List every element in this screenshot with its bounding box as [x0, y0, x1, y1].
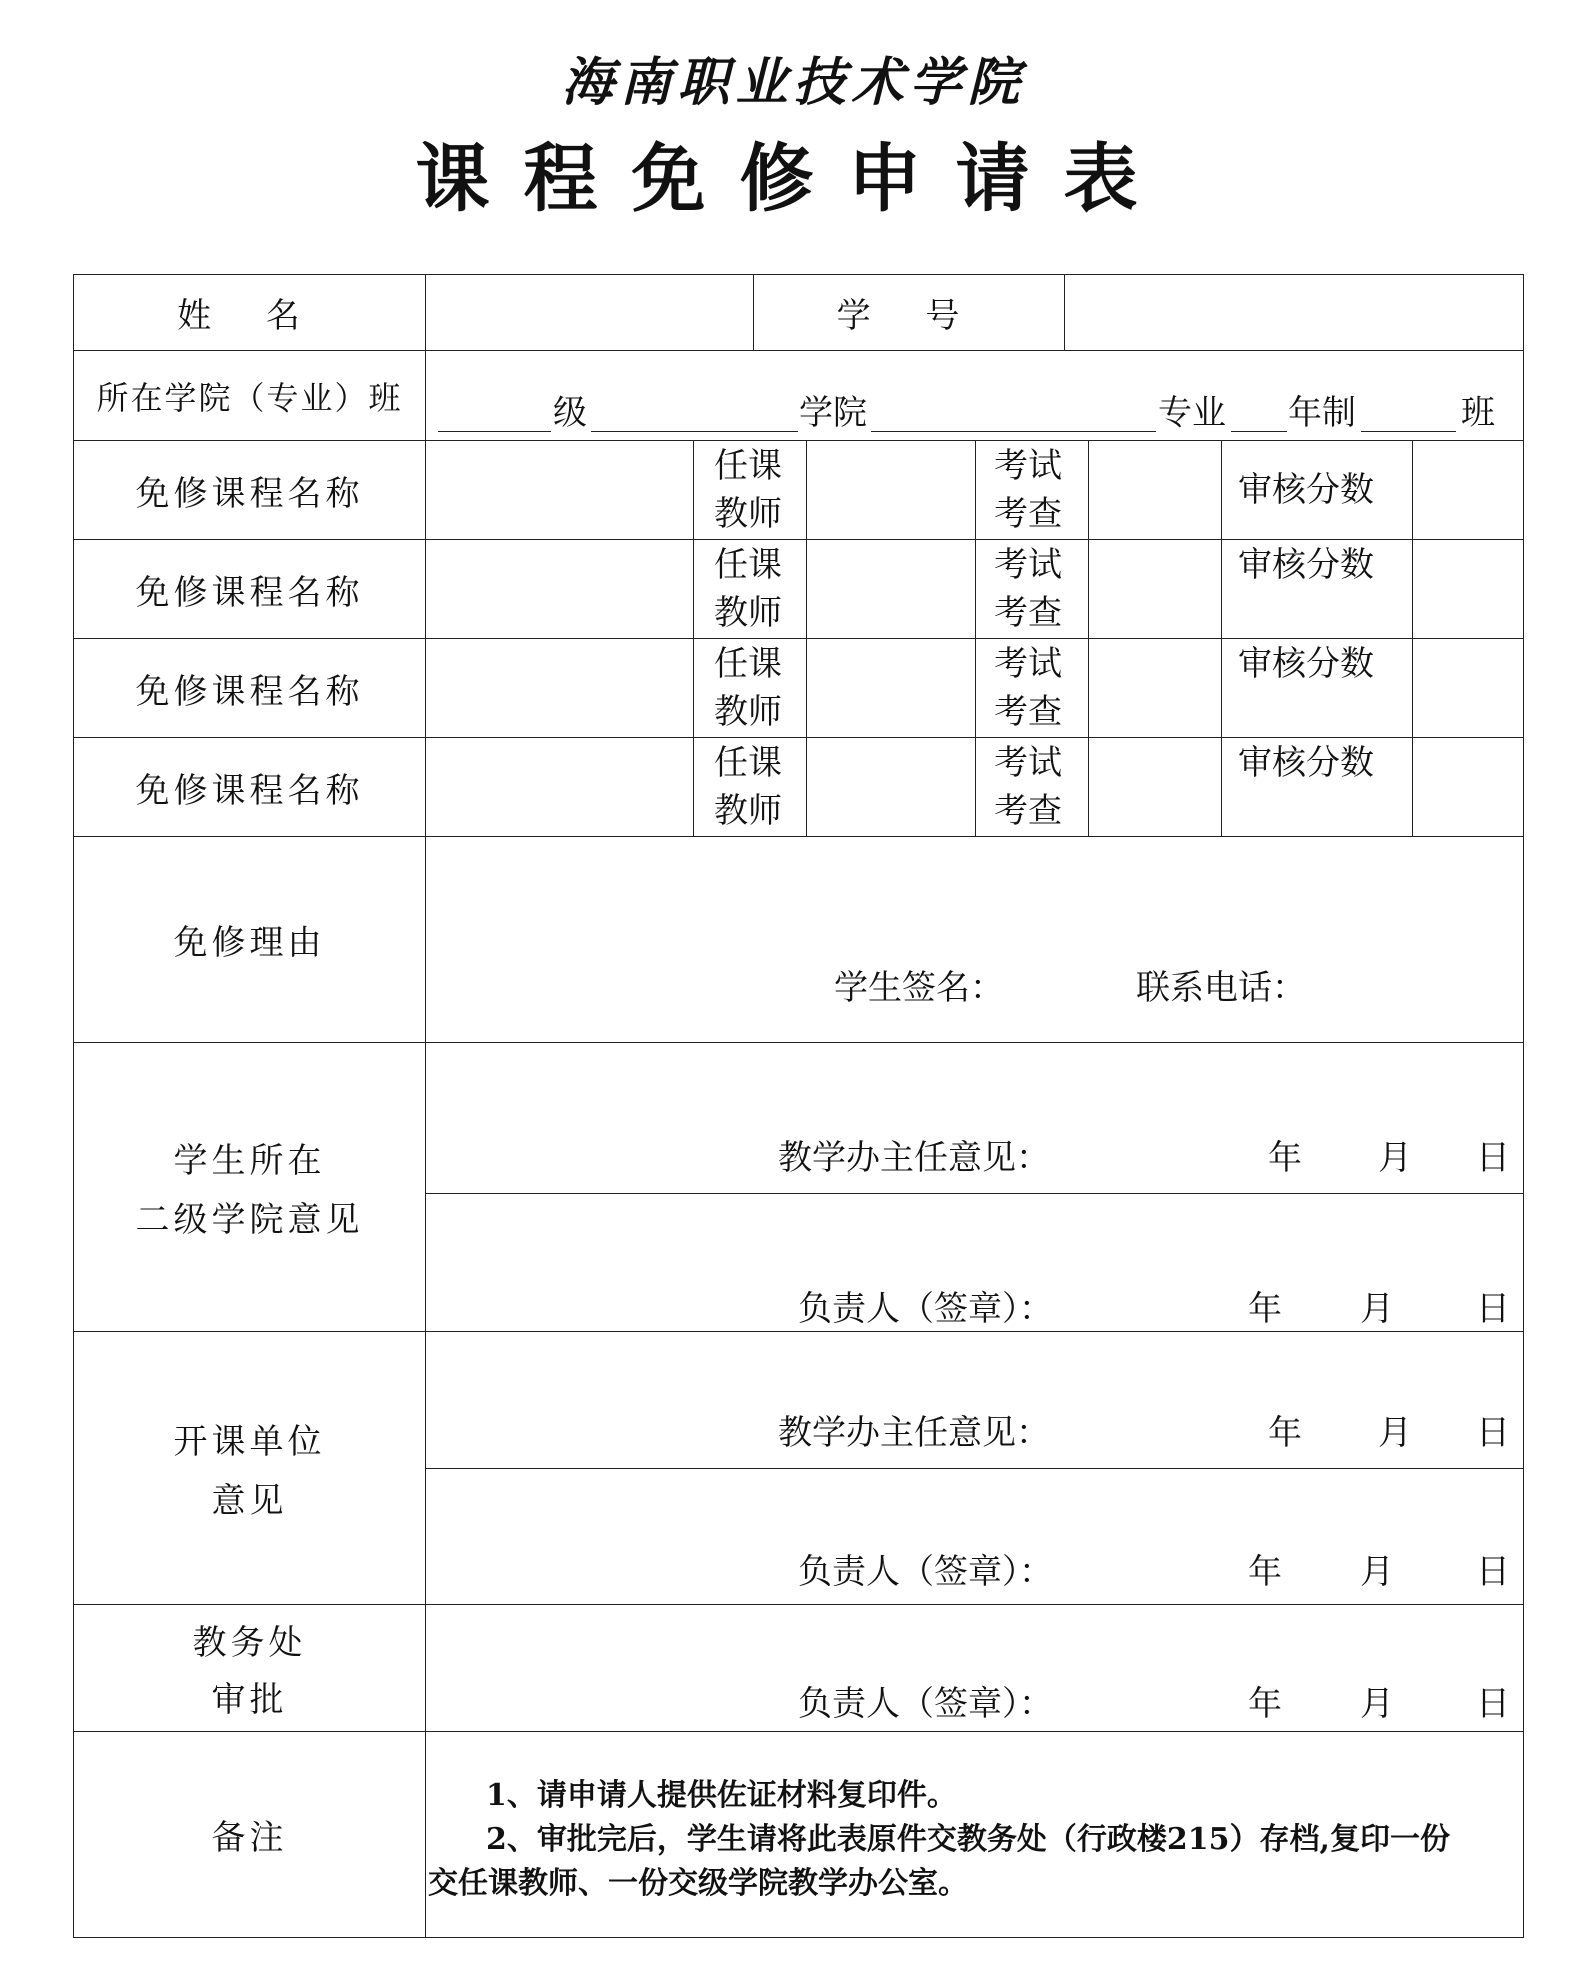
- form-title: 课程免修申请表: [415, 136, 1172, 222]
- unit-opinion-label-line-1: 开课单位: [173, 1422, 326, 1462]
- score-field[interactable]: [1412, 539, 1524, 639]
- years-label: 年制: [1288, 393, 1356, 433]
- reason-field[interactable]: [425, 836, 1524, 1043]
- student-id-label-cell: [753, 274, 1065, 351]
- name-field[interactable]: [425, 274, 754, 351]
- school-name: 海南职业技术学院: [561, 52, 1026, 113]
- college-label-cell: [73, 350, 426, 441]
- grade-blank[interactable]: [438, 431, 551, 432]
- score-label-cell: [1221, 539, 1413, 639]
- date-month: 月: [1360, 1289, 1394, 1329]
- teacher-label-line-2: 教师: [714, 692, 782, 732]
- score-field[interactable]: [1412, 638, 1524, 738]
- date-day: 日: [1476, 1552, 1510, 1592]
- score-label: 审核分数: [1238, 545, 1374, 585]
- teacher-label-line-1: 任课: [714, 743, 782, 783]
- teacher-label-line-1: 任课: [714, 545, 782, 585]
- student-id-label: 学 号: [836, 296, 982, 336]
- course-name-label: 免修课程名称: [135, 671, 364, 712]
- course-name-label-cell: [73, 539, 426, 639]
- date-year: 年: [1268, 1138, 1302, 1178]
- course-name-label-cell: [73, 440, 426, 540]
- unit-opinion-label-line-2: 意见: [211, 1481, 288, 1521]
- score-label-cell: [1221, 737, 1413, 837]
- teacher-field[interactable]: [806, 638, 976, 738]
- score-field[interactable]: [1412, 737, 1524, 837]
- exam-label-line-2: 考查: [994, 593, 1062, 633]
- course-name-field[interactable]: [425, 539, 694, 639]
- academic-affairs-field[interactable]: [425, 1604, 1524, 1732]
- years-blank[interactable]: [1231, 431, 1287, 432]
- director-opinion-label: 教学办主任意见：: [778, 1413, 1050, 1453]
- teacher-label-cell: [693, 737, 807, 837]
- remark-line-2: 2、审批完后，学生请将此表原件交教务处（行政楼215）存档,复印一份: [486, 1822, 1450, 1857]
- exam-type-label-cell: [975, 638, 1089, 738]
- teacher-label-cell: [693, 539, 807, 639]
- score-label: 审核分数: [1238, 644, 1374, 684]
- exam-label-line-1: 考试: [994, 545, 1062, 585]
- college-field[interactable]: [425, 350, 1524, 441]
- teacher-label-cell: [693, 440, 807, 540]
- teacher-label-line-2: 教师: [714, 593, 782, 633]
- exam-type-field[interactable]: [1088, 440, 1222, 540]
- college-unit-label: 学院: [799, 393, 867, 433]
- unit-director-opinion-field[interactable]: [425, 1331, 1524, 1469]
- phone-label: 联系电话：: [1136, 968, 1306, 1008]
- date-day: 日: [1476, 1138, 1510, 1178]
- college-opinion-label-line-2: 二级学院意见: [135, 1200, 364, 1240]
- date-day: 日: [1476, 1684, 1510, 1724]
- college-director-opinion-field[interactable]: [425, 1042, 1524, 1194]
- exam-label-line-2: 考查: [994, 692, 1062, 732]
- teacher-label-line-1: 任课: [714, 644, 782, 684]
- teacher-field[interactable]: [806, 737, 976, 837]
- college-label: 所在学院（专业）班: [96, 378, 403, 417]
- exam-label-line-2: 考查: [994, 791, 1062, 831]
- responsible-signature-label: 负责人（签章）：: [798, 1289, 1053, 1329]
- name-label-cell: [73, 274, 426, 351]
- director-opinion-label: 教学办主任意见：: [778, 1138, 1050, 1178]
- remarks-content: [425, 1731, 1524, 1938]
- course-name-label-cell: [73, 638, 426, 738]
- reason-label-cell: [73, 836, 426, 1043]
- reason-label: 免修理由: [173, 923, 326, 963]
- score-label: 审核分数: [1238, 743, 1374, 783]
- exam-type-field[interactable]: [1088, 737, 1222, 837]
- date-month: 月: [1360, 1552, 1394, 1592]
- date-year: 年: [1268, 1413, 1302, 1453]
- class-label: 班: [1461, 393, 1495, 433]
- remarks-label-cell: [73, 1731, 426, 1938]
- date-year: 年: [1248, 1289, 1282, 1329]
- exam-label-line-2: 考查: [994, 494, 1062, 534]
- exam-type-field[interactable]: [1088, 638, 1222, 738]
- academic-affairs-label-cell: [73, 1604, 426, 1732]
- exam-label-line-1: 考试: [994, 446, 1062, 486]
- major-label: 专业: [1158, 393, 1226, 433]
- exam-type-label-cell: [975, 539, 1089, 639]
- exam-label-line-1: 考试: [994, 743, 1062, 783]
- name-label: 姓 名: [177, 296, 322, 336]
- class-blank[interactable]: [1361, 431, 1456, 432]
- exam-type-label-cell: [975, 440, 1089, 540]
- remark-line-3: 交任课教师、一份交级学院教学办公室。: [428, 1866, 968, 1901]
- score-label-cell: [1221, 638, 1413, 738]
- responsible-signature-label: 负责人（签章）：: [798, 1552, 1053, 1592]
- score-field[interactable]: [1412, 440, 1524, 540]
- unit-responsible-field[interactable]: [425, 1468, 1524, 1605]
- teacher-label-cell: [693, 638, 807, 738]
- student-signature-label: 学生签名：: [834, 968, 1004, 1008]
- college-opinion-label-line-1: 学生所在: [173, 1141, 326, 1181]
- college-blank[interactable]: [591, 431, 798, 432]
- date-day: 日: [1476, 1289, 1510, 1329]
- date-day: 日: [1476, 1413, 1510, 1453]
- teacher-field[interactable]: [806, 539, 976, 639]
- college-opinion-label-cell: [73, 1042, 426, 1332]
- course-name-field[interactable]: [425, 737, 694, 837]
- date-month: 月: [1378, 1413, 1412, 1453]
- unit-opinion-label-cell: [73, 1331, 426, 1605]
- date-year: 年: [1248, 1552, 1282, 1592]
- major-blank[interactable]: [871, 431, 1156, 432]
- remark-line-1: 1、请申请人提供佐证材料复印件。: [486, 1778, 957, 1813]
- student-id-field[interactable]: [1064, 274, 1524, 351]
- date-year: 年: [1248, 1684, 1282, 1724]
- date-month: 月: [1378, 1138, 1412, 1178]
- course-name-label: 免修课程名称: [135, 770, 364, 811]
- course-name-label: 免修课程名称: [135, 473, 364, 514]
- remarks-label: 备注: [211, 1818, 288, 1858]
- teacher-label-line-1: 任课: [714, 446, 782, 486]
- exam-type-field[interactable]: [1088, 539, 1222, 639]
- college-responsible-field[interactable]: [425, 1193, 1524, 1332]
- academic-affairs-label-line-2: 审批: [211, 1680, 288, 1720]
- course-name-label: 免修课程名称: [135, 572, 364, 613]
- application-form: [73, 274, 1524, 1938]
- exam-type-label-cell: [975, 737, 1089, 837]
- date-month: 月: [1360, 1684, 1394, 1724]
- grade-label: 级: [553, 393, 587, 433]
- exam-label-line-1: 考试: [994, 644, 1062, 684]
- score-label-cell: [1221, 440, 1413, 540]
- teacher-label-line-2: 教师: [714, 791, 782, 831]
- course-name-field[interactable]: [425, 440, 694, 540]
- score-label: 审核分数: [1238, 470, 1374, 510]
- course-name-field[interactable]: [425, 638, 694, 738]
- responsible-signature-label: 负责人（签章）：: [798, 1684, 1053, 1724]
- course-name-label-cell: [73, 737, 426, 837]
- teacher-field[interactable]: [806, 440, 976, 540]
- teacher-label-line-2: 教师: [714, 494, 782, 534]
- academic-affairs-label-line-1: 教务处: [192, 1623, 307, 1663]
